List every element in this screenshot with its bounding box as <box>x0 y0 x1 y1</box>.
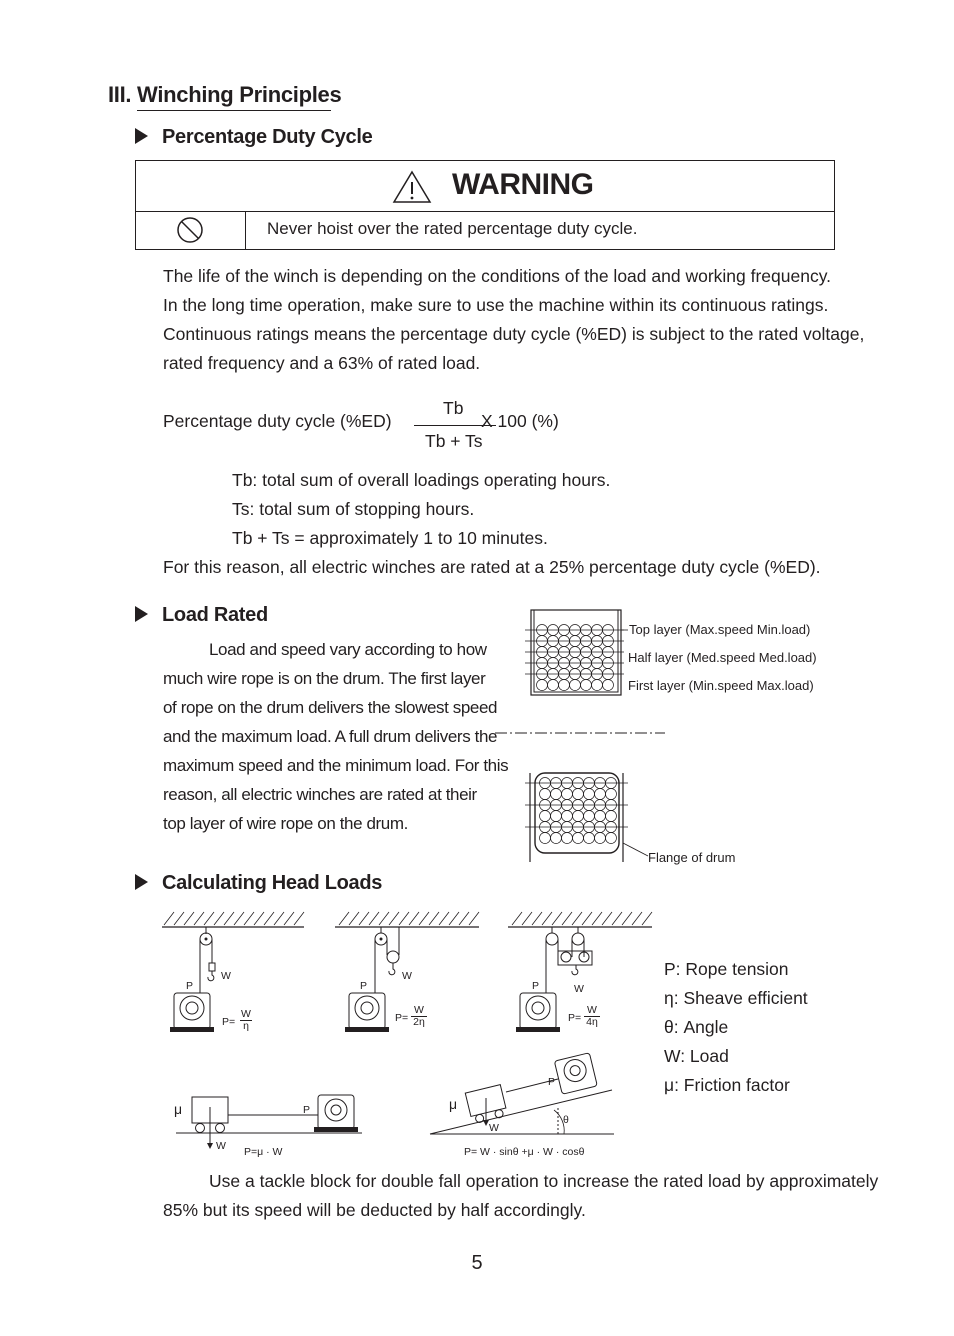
label-w: W <box>216 1140 226 1152</box>
intro-line: rated frequency and a 63% of rated load. <box>163 353 481 373</box>
load-rated-line: reason, all electric winches are rated at their <box>163 785 477 804</box>
bullet-triangle-icon <box>135 606 148 622</box>
eq1-numerator: W <box>241 1008 251 1020</box>
eq-prefix: P= <box>395 1012 409 1024</box>
symbol-legend <box>664 955 808 1100</box>
tackle-paragraph <box>163 1167 878 1225</box>
label-w: W <box>489 1122 499 1134</box>
label-p: P <box>303 1104 311 1116</box>
prohibited-icon <box>175 216 205 244</box>
eq2-denominator: 2η <box>413 1016 425 1028</box>
section-duty-cycle-title: Percentage Duty Cycle <box>162 126 373 148</box>
legend-item: η: Sheave efficient <box>664 988 808 1008</box>
load-rated-line: much wire rope is on the drum. The first layer <box>163 669 486 688</box>
bullet-triangle-icon <box>135 874 148 890</box>
intro-line: The life of the winch is depending on the conditions of the load and working frequency. <box>163 266 832 286</box>
eq2-numerator: W <box>411 1004 427 1017</box>
load-rated-line: of rope on the drum delivers the slowest speed <box>163 698 498 717</box>
intro-line: Continuous ratings means the percentage duty cycle (%ED) is subject to the rated voltage, <box>163 324 865 344</box>
definition-sum: Tb + Ts = approximately 1 to 10 minutes. <box>232 528 548 548</box>
label-w: W <box>221 970 231 982</box>
drum-full-diagram <box>522 768 652 864</box>
formula-denominator: Tb + Ts <box>425 431 483 451</box>
tackle-line: Use a tackle block for double fall operation to increase the rated load by approximately <box>209 1171 879 1191</box>
legend-item: W: Load <box>664 1046 729 1066</box>
formula-numerator: Tb <box>443 398 464 418</box>
label-p: P <box>548 1076 556 1088</box>
label-w: W <box>402 970 412 982</box>
drum-label-top: Top layer (Max.speed Min.load) <box>629 622 811 637</box>
section-duty-cycle <box>135 126 372 149</box>
intro-paragraph <box>163 262 864 378</box>
eq-flat: P=μ · W <box>244 1146 283 1158</box>
legend-item: θ: Angle <box>664 1017 729 1037</box>
label-p: P <box>186 980 194 992</box>
definition-tb: Tb: total sum of overall loadings operating hours. <box>232 470 611 490</box>
legend-item: μ: Friction factor <box>664 1075 790 1095</box>
load-rated-line: top layer of wire rope on the drum. <box>163 814 408 833</box>
drum-label-first: First layer (Min.speed Max.load) <box>628 678 814 693</box>
eq3-denominator: 4η <box>586 1016 598 1028</box>
eq-prefix: P= <box>222 1016 236 1028</box>
drum-label-flange: Flange of drum <box>648 850 736 865</box>
section-head-loads-title: Calculating Head Loads <box>162 872 383 894</box>
section-load-rated <box>135 604 268 627</box>
eq-prefix: P= <box>568 1012 582 1024</box>
heading-underline <box>137 110 331 111</box>
eq1-denominator: η <box>243 1020 249 1032</box>
drum-label-half: Half layer (Med.speed Med.load) <box>628 650 817 665</box>
warning-triangle-icon <box>392 170 432 204</box>
intro-line: In the long time operation, make sure to use the machine within its continuous ratings. <box>163 295 829 315</box>
eq-slope: P= W · sinθ +μ · W · cosθ <box>464 1146 585 1158</box>
warning-title: WARNING <box>452 168 594 201</box>
bullet-triangle-icon <box>135 128 148 144</box>
section-head-loads <box>135 872 382 895</box>
warning-divider <box>135 211 835 212</box>
warning-column-divider <box>245 211 246 249</box>
load-rated-paragraph <box>163 635 508 838</box>
label-w: W <box>574 983 584 995</box>
formula-label: Percentage duty cycle (%ED) <box>163 411 392 431</box>
load-rated-line: maximum speed and the minimum load. For this <box>163 756 509 775</box>
label-p: P <box>360 980 368 992</box>
label-p: P <box>532 980 540 992</box>
formula-multiplier: X 100 (%) <box>481 411 559 431</box>
horizontal-pull-diagram <box>170 1085 370 1155</box>
label-mu: μ <box>174 1101 183 1117</box>
drum-layers-diagram <box>520 605 630 700</box>
conclusion-text: For this reason, all electric winches are rated at a 25% percentage duty cycle (%ED). <box>163 557 821 577</box>
drum-axis-line <box>495 728 667 738</box>
page-number: 5 <box>471 1252 483 1274</box>
definitions <box>232 466 610 553</box>
definition-ts: Ts: total sum of stopping hours. <box>232 499 475 519</box>
label-theta: θ <box>563 1114 569 1126</box>
load-rated-line: Load and speed vary according to how <box>209 640 487 659</box>
page-heading: III. Winching Principles <box>108 82 342 107</box>
load-rated-line: and the maximum load. A full drum delivers the <box>163 727 498 746</box>
warning-text: Never hoist over the rated percentage duty cycle. <box>267 219 638 238</box>
label-mu: μ <box>449 1096 458 1112</box>
legend-item: P: Rope tension <box>664 959 789 979</box>
tackle-line: 85% but its speed will be deducted by half accordingly. <box>163 1200 586 1220</box>
section-load-rated-title: Load Rated <box>162 604 268 626</box>
eq3-numerator: W <box>584 1004 600 1017</box>
